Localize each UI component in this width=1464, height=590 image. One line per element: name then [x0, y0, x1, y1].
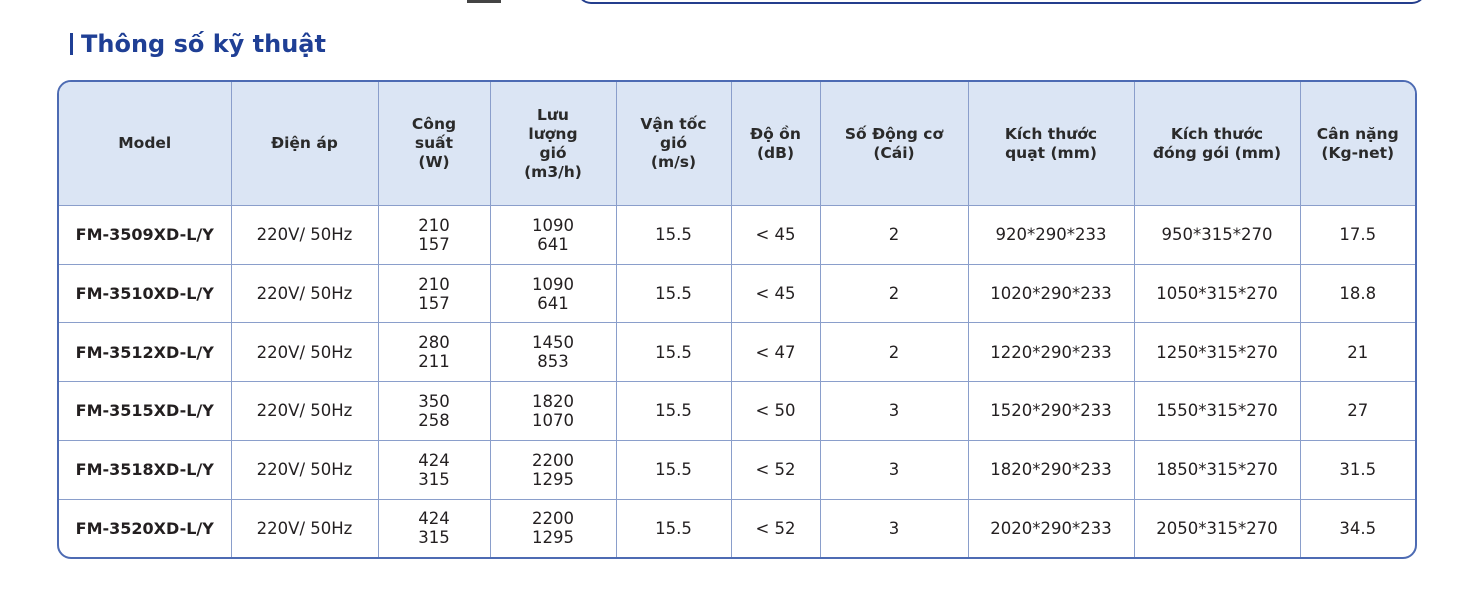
table-body [59, 206, 1415, 558]
table-row [59, 323, 1415, 382]
column-header-line: (m/s) [650, 153, 697, 171]
column-header [616, 82, 731, 206]
cell-motors: 2 [820, 206, 968, 265]
column-header [59, 82, 231, 206]
cell-value-line: 1450 [532, 333, 574, 353]
cell-speed: 15.5 [616, 382, 731, 441]
cell-voltage: 220V/ 50Hz [231, 206, 378, 265]
cell-airflow [490, 264, 616, 323]
cell-motors: 2 [820, 264, 968, 323]
cell-pack-size: 950*315*270 [1134, 206, 1300, 265]
column-header [378, 82, 490, 206]
cell-voltage: 220V/ 50Hz [231, 499, 378, 557]
column-header [820, 82, 968, 206]
cell-motors: 3 [820, 499, 968, 557]
cell-model: FM-3512XD-L/Y [59, 323, 231, 382]
column-header-line: (m3/h) [524, 162, 582, 181]
column-header [490, 82, 616, 206]
cell-weight: 17.5 [1300, 206, 1415, 265]
cell-power [378, 499, 490, 557]
column-header-line: (Cái) [873, 143, 915, 162]
column-header-line: gió [539, 143, 567, 162]
cell-model: FM-3510XD-L/Y [59, 264, 231, 323]
section-title-text: Thông số kỹ thuật [81, 30, 326, 58]
cell-value-line: 315 [418, 528, 450, 548]
spec-table-container [57, 80, 1417, 559]
cell-value-line: 1295 [532, 469, 574, 489]
table-row [59, 206, 1415, 265]
cell-model: FM-3515XD-L/Y [59, 382, 231, 441]
cell-voltage: 220V/ 50Hz [231, 382, 378, 441]
cell-value-line: 853 [537, 352, 569, 372]
column-header-line: Độ ồn [750, 124, 801, 143]
cell-noise: < 45 [731, 264, 820, 323]
cell-value-line: 210 [418, 274, 450, 294]
table-header-row [59, 82, 1415, 206]
cell-power [378, 323, 490, 382]
table-row [59, 382, 1415, 441]
column-header-line: Lưu [537, 105, 569, 124]
table-row [59, 264, 1415, 323]
cell-motors: 3 [820, 440, 968, 499]
cell-value-line: 2200 [532, 450, 574, 470]
cell-airflow [490, 440, 616, 499]
column-header-line: Số Động cơ [844, 124, 944, 143]
cell-weight: 31.5 [1300, 440, 1415, 499]
cell-value-line: 315 [418, 469, 450, 489]
column-header-line: (Kg-net) [1321, 143, 1395, 162]
cell-value-line: 211 [418, 352, 450, 372]
cell-value-line: 258 [418, 410, 450, 430]
cell-weight: 21 [1300, 323, 1415, 382]
top-decoration [0, 0, 1464, 12]
cell-fan-size: 1220*290*233 [968, 323, 1134, 382]
column-header-line: Model [118, 134, 172, 152]
cell-fan-size: 1020*290*233 [968, 264, 1134, 323]
cell-voltage: 220V/ 50Hz [231, 440, 378, 499]
column-header-line: lượng [528, 124, 578, 143]
cell-noise: < 45 [731, 206, 820, 265]
cell-pack-size: 1050*315*270 [1134, 264, 1300, 323]
cell-value-line: 641 [537, 234, 569, 254]
column-header-line: Cân nặng [1316, 124, 1399, 143]
cell-value-line: 1295 [532, 528, 574, 548]
cell-voltage: 220V/ 50Hz [231, 264, 378, 323]
cell-fan-size: 920*290*233 [968, 206, 1134, 265]
column-header [968, 82, 1134, 206]
column-header [731, 82, 820, 206]
column-header-line: (W) [418, 153, 450, 171]
cell-value-line: 157 [418, 234, 450, 254]
cell-airflow [490, 382, 616, 441]
cell-value-line: 1090 [532, 215, 574, 235]
cell-power [378, 264, 490, 323]
cell-motors: 2 [820, 323, 968, 382]
cell-speed: 15.5 [616, 264, 731, 323]
cell-speed: 15.5 [616, 206, 731, 265]
cell-noise: < 52 [731, 440, 820, 499]
cell-value-line: 350 [418, 391, 450, 411]
column-header-line: quạt (mm) [1005, 143, 1097, 162]
cell-noise: < 52 [731, 499, 820, 557]
cell-fan-size: 1820*290*233 [968, 440, 1134, 499]
column-header-line: suất [414, 134, 454, 152]
spec-table [59, 82, 1415, 557]
cell-pack-size: 2050*315*270 [1134, 499, 1300, 557]
top-table-edge [577, 0, 1426, 4]
column-header-line: Điện áp [271, 134, 338, 152]
cell-value-line: 280 [418, 333, 450, 353]
cell-speed: 15.5 [616, 440, 731, 499]
column-header-line: (dB) [756, 143, 795, 162]
cell-power [378, 206, 490, 265]
cell-airflow [490, 323, 616, 382]
cell-value-line: 157 [418, 293, 450, 313]
section-title [70, 30, 326, 58]
cell-airflow [490, 206, 616, 265]
cell-speed: 15.5 [616, 323, 731, 382]
cell-pack-size: 1550*315*270 [1134, 382, 1300, 441]
cell-power [378, 382, 490, 441]
cell-value-line: 1090 [532, 274, 574, 294]
cell-model: FM-3520XD-L/Y [59, 499, 231, 557]
cell-speed: 15.5 [616, 499, 731, 557]
cell-noise: < 50 [731, 382, 820, 441]
column-header [1134, 82, 1300, 206]
table-row [59, 499, 1415, 557]
cell-weight: 18.8 [1300, 264, 1415, 323]
column-header-line: Vận tốc [640, 115, 707, 133]
cell-noise: < 47 [731, 323, 820, 382]
cell-value-line: 641 [537, 293, 569, 313]
column-header [231, 82, 378, 206]
cell-model: FM-3509XD-L/Y [59, 206, 231, 265]
top-mark [467, 0, 501, 3]
cell-pack-size: 1250*315*270 [1134, 323, 1300, 382]
cell-weight: 34.5 [1300, 499, 1415, 557]
cell-value-line: 1820 [532, 391, 574, 411]
column-header-line: Kích thước [1004, 124, 1098, 143]
cell-value-line: 1070 [532, 410, 574, 430]
cell-value-line: 2200 [532, 509, 574, 529]
column-header-line: Công [411, 115, 457, 133]
cell-weight: 27 [1300, 382, 1415, 441]
table-row [59, 440, 1415, 499]
cell-airflow [490, 499, 616, 557]
cell-motors: 3 [820, 382, 968, 441]
column-header [1300, 82, 1415, 206]
cell-fan-size: 2020*290*233 [968, 499, 1134, 557]
cell-power [378, 440, 490, 499]
cell-value-line: 424 [418, 509, 450, 529]
cell-model: FM-3518XD-L/Y [59, 440, 231, 499]
column-header-line: gió [659, 134, 688, 152]
cell-value-line: 424 [418, 450, 450, 470]
cell-pack-size: 1850*315*270 [1134, 440, 1300, 499]
cell-fan-size: 1520*290*233 [968, 382, 1134, 441]
cell-voltage: 220V/ 50Hz [231, 323, 378, 382]
title-bar-icon [70, 33, 73, 55]
column-header-line: đóng gói (mm) [1152, 143, 1282, 162]
cell-value-line: 210 [418, 215, 450, 235]
column-header-line: Kích thước [1170, 124, 1264, 143]
